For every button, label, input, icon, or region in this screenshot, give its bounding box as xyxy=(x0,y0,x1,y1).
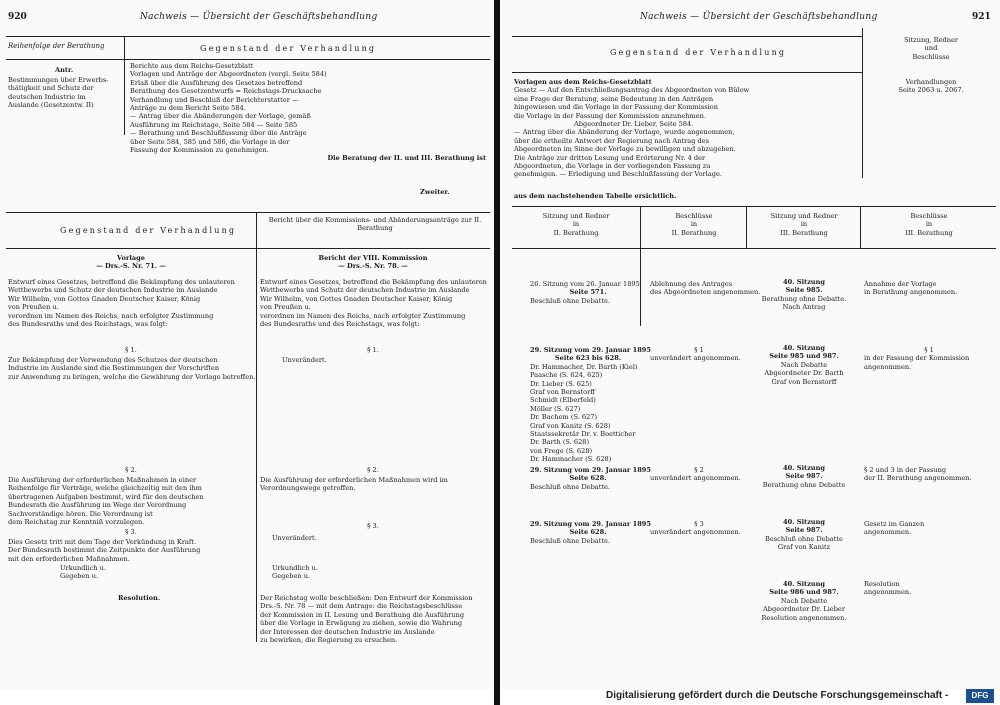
table-row: 29. Sitzung vom 29. Januar 1895 Seite 628. Beschluß ohne Debatte. xyxy=(530,466,651,491)
rt-header-3: Sitzung und Redner in III. Berathung xyxy=(770,212,838,237)
table-row: 40. Sitzung Seite 985. Berathung ohne Debatte. Nach Antrag xyxy=(761,278,847,312)
right-running-head: Nachweis — Übersicht der Geschäftsbehandlung xyxy=(640,12,878,22)
right-top-col-ref: Verhandlungen Seite 2063 u. 2067. xyxy=(898,78,964,95)
table-row: § 2 und 3 in der Fassung der II. Berathung angenommen. xyxy=(864,466,972,483)
table-row: Ablehnung des Antrages des Abgeordneten angenommen. xyxy=(650,280,761,297)
table-row: § 1 in der Fassung der Kommission angenommen. xyxy=(864,346,970,371)
table-row: 40. Sitzung Seite 987. Beschluß ohne Debatte Graf von Kanitz xyxy=(765,518,843,552)
left-running-head: Nachweis — Übersicht der Geschäftsbehandlung xyxy=(140,12,378,22)
table-row: Gesetz im Ganzen angenommen. xyxy=(864,520,925,537)
col1-intro: Entwurf eines Gesetzes, betreffend die Bekämpfung des unlauteren Wettbewerbs und Schutz der deutschen Industrie im Auslande Wir Wilhelm, von Gottes Gnaden Deutscher Kaiser, König von Preußen u. verordnen im Namen des Reichs, nach erfolgter Zustimmung des Bundesraths und des Reichstags, was folgt: xyxy=(8,278,235,329)
col2-intro: Entwurf eines Gesetzes, betreffend die Bekämpfung des unlauteren Wettbewerbs und Schutz der deutschen Industrie im Auslande Wir Wilhelm, von Gottes Gnaden Deutscher Kaiser, König von Preußen u. verordnen im Namen des Reichs, nach erfolgter Zustimmung des Bundesraths und des Reichstags, was folgt: xyxy=(260,278,487,329)
table-row: 29. Sitzung vom 29. Januar 1895 Seite 623 bis 628. Dr. Hammacher, Dr. Barth (Kiel) Paasche (S. 624, 625) Dr. Lieber (S. 625) Graf von Bernstorff Schmidt (Elberfeld) Möller (S. 627) Dr. Bachem (S. 627) Graf von Kanitz (S. 628) Staatssekretär Dr. v. Boetticher Dr. Barth (S. 628) von Frege (S. 628) Dr. Hammacher (S. 628) xyxy=(530,346,651,464)
item-label: Antr. xyxy=(55,66,74,74)
right-top-col-title: Sitzung, Redner und Beschlüsse xyxy=(903,36,959,61)
right-col-header: Gegenstand der Verhandlung xyxy=(610,48,787,57)
para2-col1: Die Ausführung der erforderlichen Maßnahmen in einer Reihenfolge für Verträge, welche gleichzeitig mit den ihm übertragenen Aufgaben bestimmt, wird für den deutschen Bundesrath die Ausführung im Wege der Verordnung Sachverständige hören. Die Verordnung ist dem Reichstag zur Kenntniß vorzulegen. xyxy=(8,476,204,527)
footer-credit: Digitalisierung gefördert durch die Deutsche Forschungsgemeinschaft - xyxy=(606,690,949,701)
table-header-report: Bericht über die Kommissions- und Abänderungsanträge zur II. Berathung xyxy=(268,216,482,233)
left-page-number: 920 xyxy=(8,12,27,22)
para3-col2: Unverändert. xyxy=(272,534,317,542)
closing-col2: Urkundlich u. Gegeben u. xyxy=(272,564,319,581)
table-row: Annahme der Vorlage in Berathung angenommen. xyxy=(864,280,958,297)
para2-label-left: § 2. xyxy=(125,466,137,474)
table-row: § 3 unverändert angenommen. xyxy=(650,520,741,537)
para1-col1: Zur Bekämpfung der Verwendung des Schutzes der deutschen Industrie im Auslande sind die Bestimmungen der Vorschriften zur Anwendung zu bringen, welche die Gewährung der Vorlage betreffen. xyxy=(8,356,256,381)
para1-label-right: § 1. xyxy=(367,346,379,354)
resolution-label: Resolution. xyxy=(118,594,161,602)
para1-label-left: § 1. xyxy=(125,346,137,354)
closing-col1: Urkundlich u. Gegeben u. xyxy=(60,564,107,581)
table-row: 26. Sitzung vom 26. Januar 1895 Seite 571. Beschluß ohne Debatte. xyxy=(530,280,640,305)
right-page xyxy=(500,0,1000,690)
para3-col1: Dies Gesetz tritt mit dem Tage der Verkündung in Kraft. Der Bundesrath bestimmt die Zeitpunkte der Ausführung mit den erforderlichen Maßnahmen. xyxy=(8,538,201,563)
col1-title: Vorlage xyxy=(117,254,145,262)
table-row: 29. Sitzung vom 29. Januar 1895 Seite 628. Beschluß ohne Debatte. xyxy=(530,520,651,545)
para3-label-left: § 3. xyxy=(125,528,137,536)
top-col1-text: Bestimmungen über Erwerbs- thätigkeit und Schutz der deutschen Industrie im Auslande (Gesetzentw. II) xyxy=(8,76,109,110)
rt-header-2: Beschlüsse in II. Berathung xyxy=(671,212,717,237)
right-page-number: 921 xyxy=(972,12,991,22)
para2-col2: Die Ausführung der erforderlichen Maßnahmen wird im Verordnungswege getroffen. xyxy=(260,476,448,493)
col1-ref: — Drs.-S. Nr. 71. — xyxy=(96,262,166,270)
dfg-logo[interactable]: DFG xyxy=(966,689,994,703)
table-row: 40. Sitzung Seite 985 und 987. Nach Debatte Abgeordneter Dr. Barth Graf von Bernstorff xyxy=(764,344,844,386)
table-row: § 2 unverändert angenommen. xyxy=(650,466,741,483)
table-row: 40. Sitzung Seite 986 und 987. Nach Debatte Abgeordneter Dr. Lieber Resolution angenommen. xyxy=(761,580,847,622)
table-row: § 1 unverändert angenommen. xyxy=(650,346,741,363)
left-page xyxy=(0,0,494,690)
rt-header-1: Sitzung und Redner in II. Berathung xyxy=(542,212,610,237)
table-header-subject: Gegenstand der Verhandlung xyxy=(60,226,237,235)
para1-col2: Unverändert. xyxy=(282,356,327,364)
right-top-closing: aus dem nachstehenden Tabelle ersichtlich. xyxy=(514,192,677,200)
col2-header: Gegenstand der Verhandlung xyxy=(200,44,377,53)
table-row: Resolution angenommen. xyxy=(864,580,912,597)
top-signature: Zweiter. xyxy=(420,188,450,196)
resolution-text: Der Reichstag wolle beschließen: Den Entwurf der Kommission Drs.-S. Nr. 78 — mit dem Antrage: die Reichstagsbeschlüsse der Kommission in II. Lesung und Berathung die Ausführung über die Vorlage in Erwägung zu ziehen, sowie die Wahrung der Interessen der deutschen Industrie im Auslande zu bewirken, die Regierung zu ersuchen. xyxy=(260,594,473,645)
col2-ref: — Drs.-S. Nr. 78. — xyxy=(338,262,408,270)
rt-header-4: Beschlüsse in III. Berathung xyxy=(905,212,953,237)
col2-title: Bericht der VIII. Kommission xyxy=(318,254,428,262)
para3-label-right: § 3. xyxy=(367,522,379,530)
right-top-text: Vorlagen aus dem Reichs-Gesetzblatt Gesetz — Auf den Entschließungsantrag des Abgeordneten von Bülow eine Frage der Beratung, seine Bedeutung in den Anträgen hingewiesen und die Vorlage in der Fassung der Kommission die Vorlage in der Fassung der Kommission anzunehmen. Abgeordneter Dr. Lieber, Seite 584. — Antrag über die Abänderung der Vorlage, wurde angenommen, über die ertheilte Antwort der Regierung nach Antrag des Abgeordneten im Sinne der Vorlage zu bewilligen und abzugeben. Die Anträge zur dritten Lesung und Erörterung Nr. 4 der Abgeordneten, die Vorlage in der vorliegenden Fassung zu genehmigen. — Erledigung und Beschlußfassung der Vorlage. xyxy=(514,78,750,179)
col1-header: Reihenfolge der Berathung xyxy=(8,42,105,50)
top-col2-text: Berichte aus dem Reichs-Gesetzblatt Vorlagen und Anträge der Abgeordneten (vergl. Seite 584) Erlaß über die Ausführung des Gesetzes betreffend Berathung des Gesetzentwurfs = Reichstags-Drucksache Verhandlung und Beschluß der Berichterstatter — Anträge zu dem Bericht Seite 584. — Antrag über die Abänderungen der Vorlage, gemäß Ausführung im Reichstage, Seite 584 — Seite 585 — Berathung und Beschlußfassung über die Anträge über Seite 584, 585 und 586, die Vorlage in der Fassung der Kommission zu genehmigen. Die Beratung der II. und III. Berathung ist xyxy=(130,62,486,163)
table-row: 40. Sitzung Seite 987. Berathung ohne Debatte xyxy=(762,464,846,489)
para2-label-right: § 2. xyxy=(367,466,379,474)
